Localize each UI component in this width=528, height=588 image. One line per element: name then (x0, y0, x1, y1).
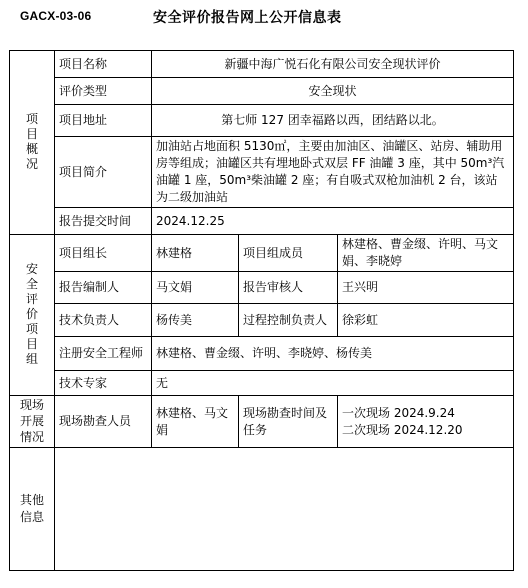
reviewer-value: 王兴明 (338, 272, 514, 304)
engineers-value: 林建格、曹金缀、许明、李晓婷、杨传美 (152, 337, 514, 371)
eval-type-value: 安全现状 (152, 78, 514, 105)
row-eval-type (10, 78, 514, 105)
info-table (9, 50, 514, 571)
row-other (10, 448, 514, 571)
address-value: 第七师 127 团幸福路以西，团结路以北。 (152, 105, 514, 137)
other-value (55, 448, 514, 571)
expert-label: 技术专家 (55, 371, 152, 396)
project-name-value: 新疆中海广悦石化有限公司安全现状评价 (152, 51, 514, 78)
section-overview (10, 51, 55, 235)
row-author (10, 272, 514, 304)
row-tech-lead (10, 304, 514, 337)
investigators-value: 林建格、马文娟 (152, 396, 239, 448)
section-team (10, 235, 55, 396)
members-value: 林建格、曹金缀、许明、马文娟、李晓婷 (338, 235, 514, 272)
eval-type-label: 评价类型 (55, 78, 152, 105)
author-label: 报告编制人 (55, 272, 152, 304)
submit-time-value: 2024.12.25 (152, 208, 514, 235)
tech-lead-value: 杨传美 (152, 304, 239, 337)
first-visit: 一次现场 2024.9.24 (342, 405, 455, 420)
engineers-label: 注册安全工程师 (55, 337, 152, 371)
expert-value: 无 (152, 371, 514, 396)
second-visit: 二次现场 2024.12.20 (342, 422, 463, 437)
row-expert (10, 371, 514, 396)
section-other-label: 其他信息 (19, 493, 44, 524)
visit-time-label: 现场勘查时间及任务 (239, 396, 338, 448)
visit-time-value (338, 396, 514, 448)
project-name-label: 项目名称 (55, 51, 152, 78)
document-code: GACX-03-06 (20, 9, 92, 23)
tech-lead-label: 技术负责人 (55, 304, 152, 337)
investigators-label: 现场勘查人员 (55, 396, 152, 448)
leader-label: 项目组长 (55, 235, 152, 272)
submit-time-label: 报告提交时间 (55, 208, 152, 235)
row-engineers (10, 337, 514, 371)
document-title: 安全评价报告网上公开信息表 (153, 10, 342, 26)
members-label: 项目组成员 (239, 235, 338, 272)
process-lead-label: 过程控制负责人 (239, 304, 338, 337)
address-label: 项目地址 (55, 105, 152, 137)
leader-value: 林建格 (152, 235, 239, 272)
section-overview-label: 项目概况 (25, 112, 38, 171)
row-summary (10, 137, 514, 208)
summary-label: 项目简介 (55, 137, 152, 208)
author-value: 马文娟 (152, 272, 239, 304)
reviewer-label: 报告审核人 (239, 272, 338, 304)
row-leader (10, 235, 514, 272)
process-lead-value: 徐彩虹 (338, 304, 514, 337)
section-site-label: 现场开展情况 (19, 398, 44, 444)
row-submit-time (10, 208, 514, 235)
document-header (0, 0, 528, 38)
section-other (10, 448, 55, 571)
row-project-name (10, 51, 514, 78)
summary-value: 加油站占地面积 5130㎡，主要由加油区、油罐区、站房、辅助用房等组成；油罐区共有埋地卧式双层 FF 油罐 3 座，其中 50m³汽油罐 1 座，50m³柴油罐 2 座；有自吸式双枪加油机 2 台，该站为二级加油站 (152, 137, 514, 208)
section-team-label: 安全评价项目组 (25, 262, 38, 366)
row-address (10, 105, 514, 137)
row-site (10, 396, 514, 448)
section-site (10, 396, 55, 448)
